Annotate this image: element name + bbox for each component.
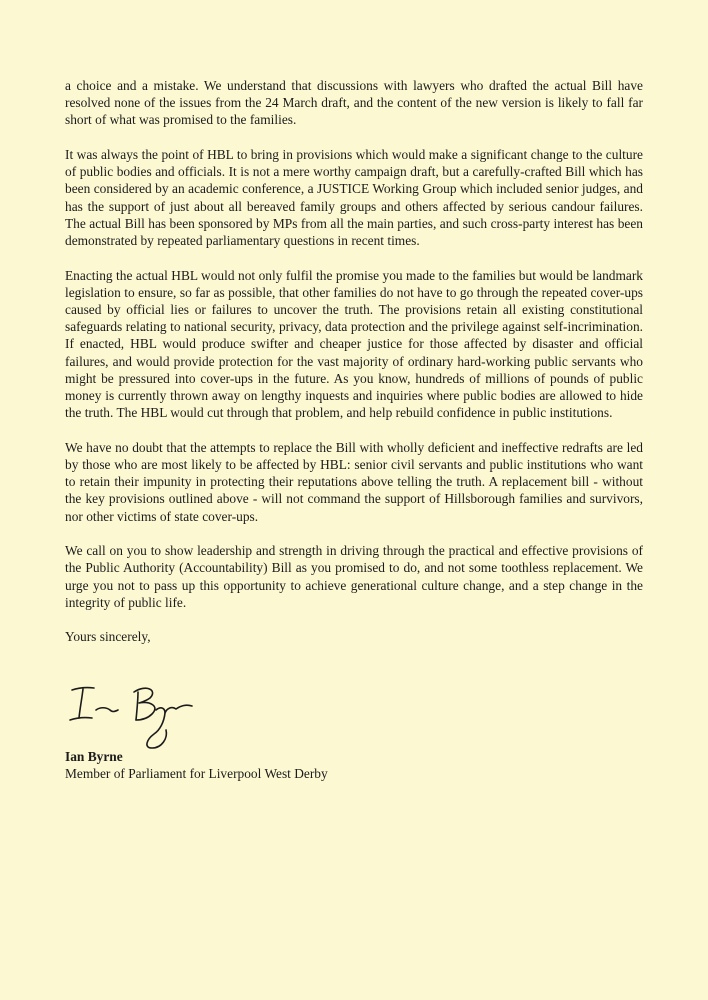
- letter-body: [65, 77, 643, 646]
- signatory-role: Member of Parliament for Liverpool West Derby: [65, 766, 328, 781]
- paragraph-1: a choice and a mistake. We understand that discussions with lawyers who drafted the actual Bill have resolved none of the issues from the 24 March draft, and the content of the new version is likely to fall far short of what was promised to the families.: [65, 78, 643, 128]
- paragraph-5: We call on you to show leadership and strength in driving through the practical and effective provisions of the Public Authority (Accountability) Bill as you promised to do, and not some toothless replacement. We urge you not to pass up this opportunity to achieve generational culture change, and a step change in the integrity of public life.: [65, 543, 643, 610]
- handwritten-signature: [66, 680, 206, 752]
- paragraph-4: We have no doubt that the attempts to replace the Bill with wholly deficient and ineffective redrafts are led by those who are most likely to be affected by HBL: senior civil servants and public institutions who want to retain their impunity in protecting their reputations above telling the truth. A replacement bill - without the key provisions outlined above - will not command the support of Hillsborough families and survivors, nor other victims of state cover-ups.: [65, 439, 643, 524]
- closing-salutation: Yours sincerely,: [65, 629, 151, 645]
- signatory-name: Ian Byrne: [65, 749, 123, 764]
- paragraph-3: Enacting the actual HBL would not only fulfil the promise you made to the families but would be landmark legislation to ensure, so far as possible, that other families do not have to go through the repeated cover-ups caused by official lies or failures to uncover the truth. The provisions retain all existing constitutional safeguards relating to national security, privacy, data protection and the privilege against self-incrimination. If enacted, HBL would produce swifter and cheaper justice for those affected by disaster and official failures, and would provide protection for the vast majority of ordinary hard-working public servants who might be pressured into cover-ups in the future. As you know, hundreds of millions of pounds of public money is currently thrown away on lengthy inquests and inquiries where public bodies are allowed to hide the truth. The HBL would cut through that problem, and help rebuild confidence in public institutions.: [65, 267, 643, 421]
- paragraph-2: It was always the point of HBL to bring in provisions which would make a significant change to the culture of public bodies and officials. It is not a mere worthy campaign draft, but a carefully-crafted Bill which has been considered by an academic conference, a JUSTICE Working Group which included senior judges, and has the support of just about all bereaved family groups and others affected by serious candour failures. The actual Bill has been sponsored by MPs from all the main parties, and such cross-party interest has been demonstrated by repeated parliamentary questions in recent times.: [65, 147, 643, 249]
